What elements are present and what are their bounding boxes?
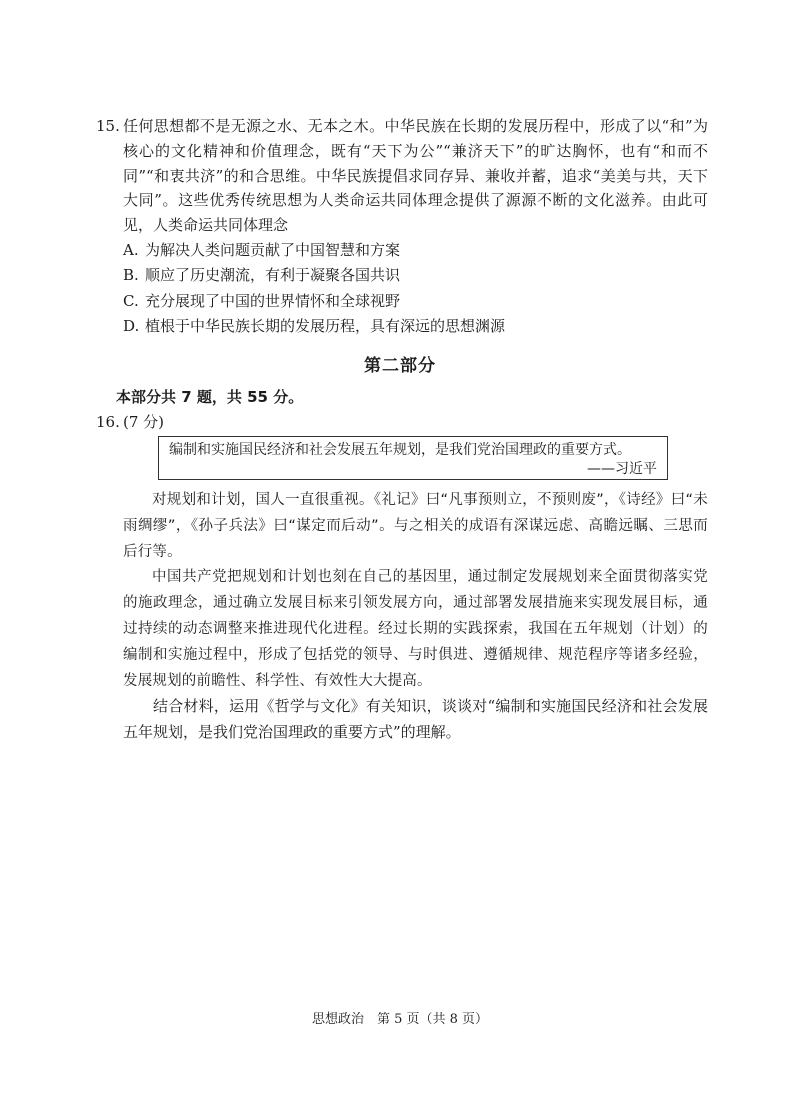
material-paragraph: 对规划和计划，国人一直很重视。《礼记》曰“凡事预则立，不预则废”，《诗经》曰“未雨绸缪”，《孙子兵法》曰“谋定而后动”。与之相关的成语有深谋远虑、高瞻远瞩、三思而后行等。 (123, 492, 708, 560)
question-16-header (96, 411, 164, 432)
question-number: 16. (96, 413, 120, 431)
option-label: D. (123, 317, 140, 336)
question-15-stem (96, 114, 708, 238)
option-text: 为解决人类问题贡献了中国智慧和方案 (145, 240, 401, 259)
option-c[interactable] (123, 289, 708, 315)
question-15 (96, 114, 708, 340)
option-label: B. (123, 266, 139, 285)
option-text: 植根于中华民族长期的发展历程，具有深远的思想渊源 (145, 317, 506, 336)
quote-box (158, 436, 668, 480)
page-footer: 思想政治 第 5 页（共 8 页） (311, 1012, 489, 1027)
option-text: 顺应了历史潮流，有利于凝聚各国共识 (145, 266, 401, 285)
option-d[interactable] (123, 314, 708, 340)
question-16-material (123, 488, 708, 746)
option-label: A. (123, 240, 139, 259)
material-paragraph: 中国共产党把规划和计划也刻在自己的基因里，通过制定发展规划来全面贯彻落实党的施政理念，通过确立发展目标来引领发展方向，通过部署发展措施来实现发展目标，通过持续的动态调整来推进现代化进程。经过长期的实践探索，我国在五年规划（计划）的编制和实施过程中，形成了包括党的领导、与时俱进、遵循规律、规范程序等诸多经验，发展规划的前瞻性、科学性、有效性大大提高。 (123, 569, 708, 689)
section-title: 第二部分 (364, 356, 436, 376)
quote-author: ——习近平 (587, 461, 657, 477)
question-prompt: 结合材料，运用《哲学与文化》有关知识，谈谈对“编制和实施国民经济和社会发展五年规划，是我们党治国理政的重要方式”的理解。 (123, 697, 708, 742)
quote-text: 编制和实施国民经济和社会发展五年规划，是我们党治国理政的重要方式。 (169, 442, 631, 458)
option-b[interactable] (123, 263, 708, 289)
option-text: 充分展现了中国的世界情怀和全球视野 (145, 291, 401, 310)
option-label: C. (123, 291, 139, 310)
section-intro: 本部分共 7 题，共 55 分。 (116, 388, 304, 406)
question-text: 任何思想都不是无源之水、无本之木。中华民族在长期的发展历程中，形成了以“和”为核心的文化精神和价值理念，既有“天下为公”“兼济天下”的旷达胸怀，也有“和而不同”“和衷共济”的和合思维。中华民族提倡求同存异、兼收并蓄，追求“美美与共，天下大同”。这些优秀传统思想为人类命运共同体理念提供了源源不断的文化滋养。由此可见，人类命运共同体理念 (123, 117, 708, 235)
option-a[interactable] (123, 238, 708, 264)
question-points: (7 分) (123, 413, 165, 431)
question-number: 15. (96, 117, 120, 135)
